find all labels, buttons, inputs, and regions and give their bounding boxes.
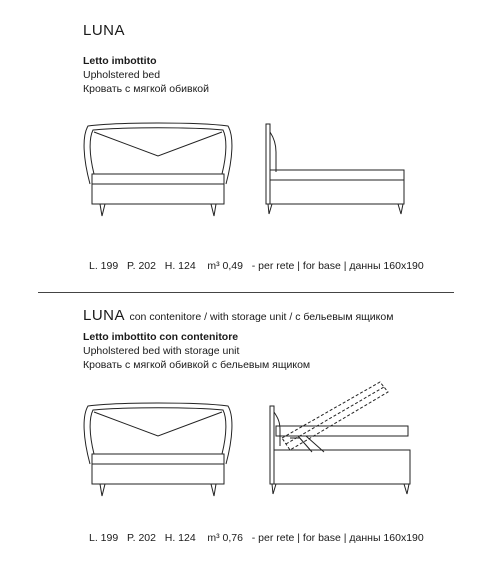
- bed-front-view: [78, 118, 238, 226]
- spec-depth: P. 202: [126, 260, 156, 272]
- bed-side-view: [260, 122, 410, 222]
- product-title-suffix: con contenitore / with storage unit / с бельевым ящиком: [129, 311, 394, 323]
- section-divider: [38, 292, 454, 293]
- spec-length: L. 199: [89, 532, 119, 544]
- product-name-ru: Кровать с мягкой обивкой: [83, 83, 210, 95]
- bed-front-view: [78, 398, 238, 506]
- spec-note: - per rete | for base | данны 160x190: [251, 260, 424, 272]
- product-title: LUNA: [83, 22, 126, 39]
- bed-side-view-storage: [262, 378, 422, 500]
- product-name-it: Letto imbottito: [83, 55, 157, 67]
- product-name-en: Upholstered bed with storage unit: [83, 345, 240, 357]
- product-name-en: Upholstered bed: [83, 69, 161, 81]
- spec-height: H. 124: [164, 260, 196, 272]
- spec-note: - per rete | for base | данны 160x190: [251, 532, 424, 544]
- spec-volume: m³ 0,49: [207, 260, 243, 272]
- spec-volume: m³ 0,76: [207, 532, 243, 544]
- product-name-it: Letto imbottito con contenitore: [83, 331, 239, 343]
- spec-length: L. 199: [89, 260, 119, 272]
- product-name-ru: Кровать с мягкой обивкой с бельевым ящиком: [83, 359, 311, 371]
- spec-height: H. 124: [164, 532, 196, 544]
- product-title: LUNA: [83, 307, 126, 324]
- specs-row: [89, 532, 424, 544]
- spec-depth: P. 202: [126, 532, 156, 544]
- product-title-row: [83, 307, 393, 325]
- specs-row: [89, 260, 424, 272]
